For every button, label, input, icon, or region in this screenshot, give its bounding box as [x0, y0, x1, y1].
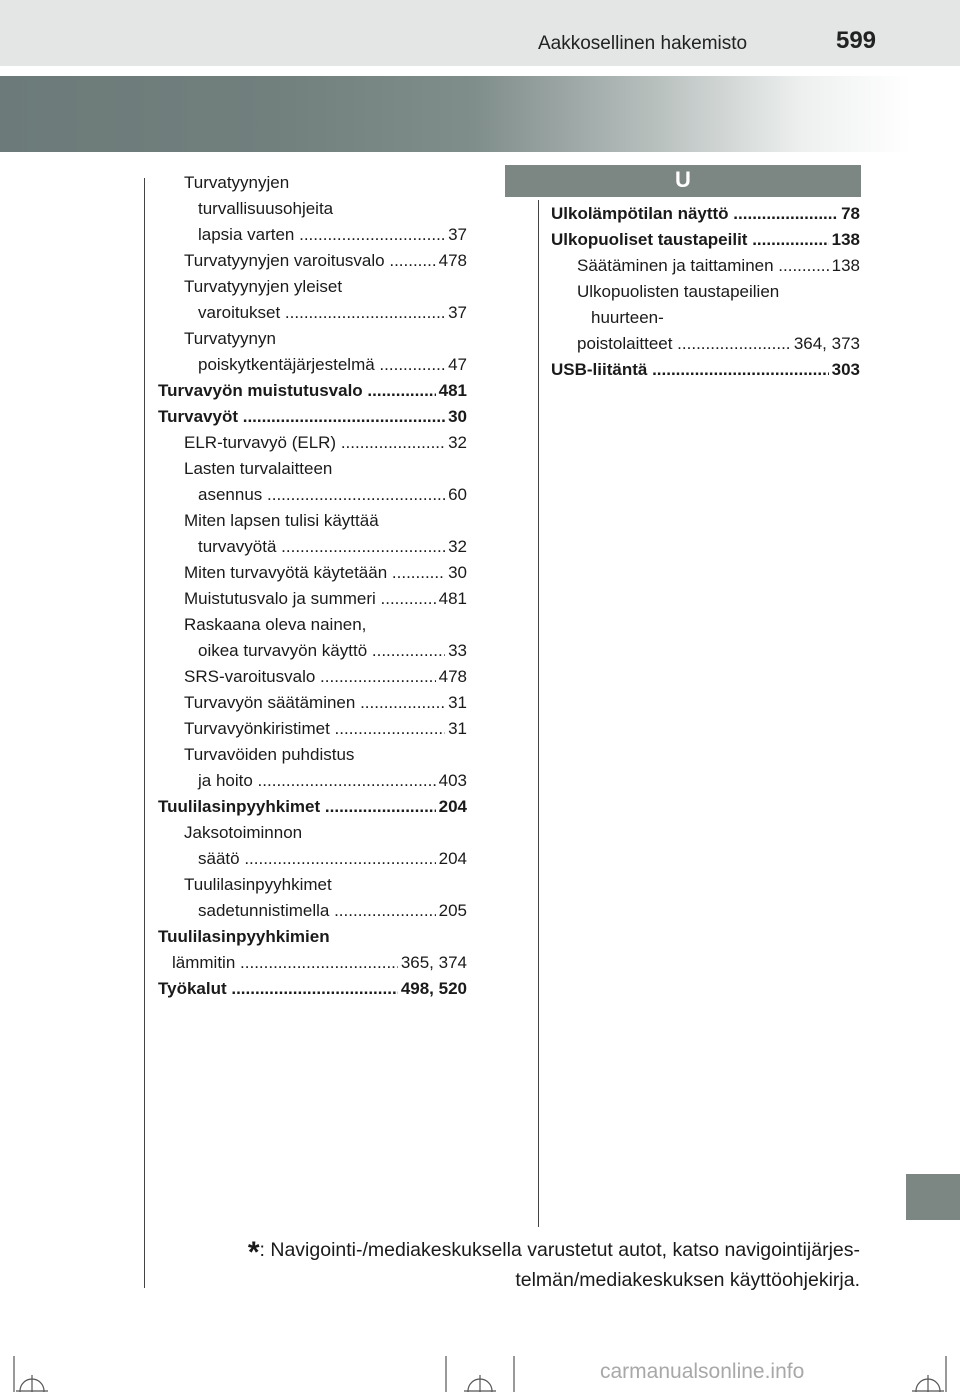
index-entry-page: 498, 520: [398, 976, 467, 1002]
index-entry: [158, 976, 467, 1002]
index-entry-term: Ulkopuoliset taustapeilit .....: [551, 230, 860, 249]
index-entry-term: Jaksotoiminnon: [184, 823, 303, 842]
index-entry-page: 478: [436, 664, 467, 690]
index-entry-term: Ulkolämpötilan näyttö .....: [551, 204, 860, 223]
index-entry-term: Miten lapsen tulisi käyttää: [184, 511, 379, 530]
index-entry: [158, 352, 467, 378]
index-entry: [158, 456, 467, 482]
index-entry-term: Turvavyön muistutusvalo .....: [158, 381, 467, 400]
index-entry-page: 30: [445, 404, 467, 430]
index-entry-page: 31: [445, 716, 467, 742]
header-bar: [0, 0, 960, 66]
index-entry-term: Tuulilasinpyyhkimien: [158, 927, 330, 946]
index-entry-page: 138: [829, 227, 860, 253]
watermark: carmanualsonline.info: [600, 1360, 805, 1383]
index-entry: [158, 534, 467, 560]
index-entry-term: Säätäminen ja taittaminen .....: [577, 256, 860, 275]
footnote-line-1: : Navigointi-/mediakeskuksella varustetut autot, katso navigointijärjes-: [259, 1239, 860, 1261]
footnote-line-2: telmän/mediakeskuksen käyttöohjekirja.: [515, 1269, 860, 1291]
index-entry: [551, 253, 860, 279]
index-entry: [158, 170, 467, 196]
index-entry-term: huurteen-: [591, 308, 664, 327]
index-entry: [158, 222, 467, 248]
index-entry-page: 481: [436, 378, 467, 404]
index-entry-term: säätö .....: [198, 849, 467, 868]
index-entry-page: 138: [829, 253, 860, 279]
index-entry-term: USB-liitäntä .....: [551, 360, 860, 379]
index-entry-term: Turvatyynyjen yleiset: [184, 277, 343, 296]
index-entry-term: Miten turvavyötä käytetään .....: [184, 563, 467, 582]
index-entry: [158, 716, 467, 742]
index-entry: [158, 326, 467, 352]
index-entry-term: SRS-varoitusvalo .....: [184, 667, 467, 686]
index-entry: [551, 305, 860, 331]
index-entry-term: poistolaitteet .....: [577, 334, 860, 353]
index-entry: [551, 227, 860, 253]
index-entry-term: Tuulilasinpyyhkimet .....: [158, 797, 467, 816]
index-entry: [158, 508, 467, 534]
index-entry: [158, 560, 467, 586]
index-entry-page: 204: [436, 794, 467, 820]
index-entry-term: Turvavöiden puhdistus: [184, 745, 355, 764]
index-entry-page: 33: [445, 638, 467, 664]
index-entry: [158, 820, 467, 846]
index-entry-term: Turvavyönkiristimet .....: [184, 719, 467, 738]
index-entry: [158, 924, 467, 950]
index-entry: [158, 378, 467, 404]
index-entry-page: 481: [436, 586, 467, 612]
index-entry-page: 37: [445, 300, 467, 326]
index-entry-page: 365, 374: [398, 950, 467, 976]
index-entry-page: 403: [436, 768, 467, 794]
index-entry: [551, 357, 860, 383]
index-entry-term: oikea turvavyön käyttö .....: [198, 641, 467, 660]
index-entry: [158, 482, 467, 508]
index-entry: [158, 742, 467, 768]
index-entry: [551, 201, 860, 227]
index-entry-page: 78: [838, 201, 860, 227]
index-entry-page: 303: [829, 357, 860, 383]
index-entry: [158, 248, 467, 274]
index-entry-term: ELR-turvavyö (ELR) .....: [184, 433, 467, 452]
index-entry-term: Ulkopuolisten taustapeilien: [577, 282, 780, 301]
index-entry-term: Muistutusvalo ja summeri .....: [184, 589, 467, 608]
index-entry-term: Lasten turvalaitteen: [184, 459, 333, 478]
index-entry-page: 204: [436, 846, 467, 872]
index-entry-term: ja hoito .....: [198, 771, 467, 790]
index-entry-page: 32: [445, 534, 467, 560]
index-entry-term: Turvavyön säätäminen .....: [184, 693, 467, 712]
page-header-title: Aakkosellinen hakemisto: [538, 33, 748, 54]
index-entry-page: 30: [445, 560, 467, 586]
index-entry-term: poiskytkentäjärjestelmä .....: [198, 355, 467, 374]
index-entry: [158, 794, 467, 820]
index-entry-page: 478: [436, 248, 467, 274]
footnote-marker: *: [247, 1236, 260, 1269]
index-column-left: [158, 170, 467, 1002]
index-entry: [158, 768, 467, 794]
index-entry: [158, 898, 467, 924]
index-entry-term: asennus .....: [198, 485, 467, 504]
index-entry: [158, 690, 467, 716]
index-entry-page: 60: [445, 482, 467, 508]
footnote: [180, 1232, 860, 1295]
index-entry-term: Tuulilasinpyyhkimet: [184, 875, 332, 894]
index-entry-page: 364, 373: [791, 331, 860, 357]
index-entry: [158, 950, 467, 976]
index-entry-term: Turvatyynyjen: [184, 173, 290, 192]
index-entry: [551, 279, 860, 305]
index-entry-term: lämmitin .....: [172, 953, 467, 972]
registration-marks: [0, 1355, 960, 1392]
index-entry-term: Turvatyynyn: [184, 329, 276, 348]
thumb-index-tab: [906, 1174, 960, 1220]
page-number: 599: [835, 27, 877, 54]
header-gradient-band: [0, 76, 912, 152]
index-entry: [551, 331, 860, 357]
index-entry-page: 32: [445, 430, 467, 456]
index-entry: [158, 586, 467, 612]
index-entry: [158, 274, 467, 300]
index-entry-page: 31: [445, 690, 467, 716]
index-entry: [158, 404, 467, 430]
index-entry-term: varoitukset .....: [198, 303, 467, 322]
index-entry-page: 205: [436, 898, 467, 924]
index-entry: [158, 664, 467, 690]
index-entry: [158, 846, 467, 872]
index-entry-page: 47: [445, 352, 467, 378]
left-column-rule: [144, 178, 145, 1288]
index-entry: [158, 638, 467, 664]
index-entry-term: sadetunnistimella .....: [198, 901, 467, 920]
index-entry: [158, 872, 467, 898]
index-entry: [158, 300, 467, 326]
index-entry: [158, 430, 467, 456]
index-entry-page: 37: [445, 222, 467, 248]
index-entry-term: turvavyötä .....: [198, 537, 467, 556]
column-divider: [538, 200, 539, 1227]
index-entry-term: Työkalut .....: [158, 979, 467, 998]
index-entry-term: turvallisuusohjeita: [198, 199, 334, 218]
index-entry-term: lapsia varten .....: [198, 225, 467, 244]
section-letter-heading: U: [505, 165, 861, 197]
index-entry-term: Turvavyöt .....: [158, 407, 467, 426]
index-entry-term: Turvatyynyjen varoitusvalo .....: [184, 251, 467, 270]
index-column-right: [551, 201, 860, 383]
index-entry: [158, 196, 467, 222]
index-entry: [158, 612, 467, 638]
index-entry-term: Raskaana oleva nainen,: [184, 615, 367, 634]
